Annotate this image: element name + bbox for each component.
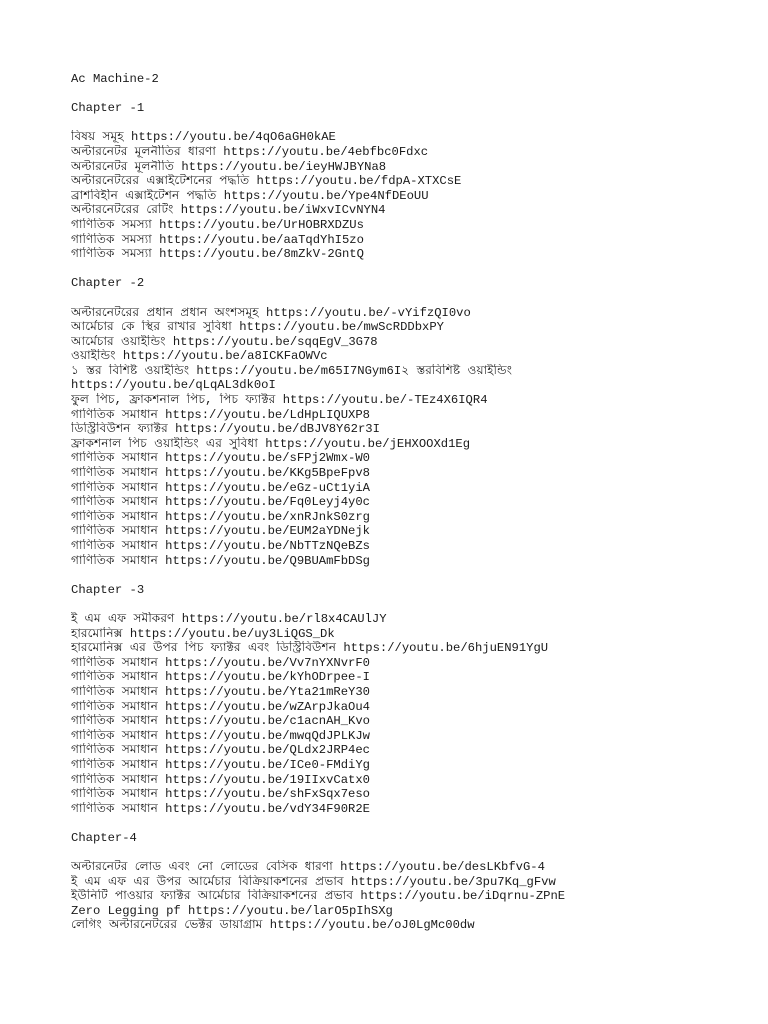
video-link[interactable]: https://youtu.be/Q9BUAmFbDSg — [165, 553, 370, 568]
chapter-section — [71, 831, 761, 933]
list-item — [71, 364, 761, 379]
video-link[interactable]: https://youtu.be/8mZkV-2GntQ — [159, 247, 364, 262]
topic-label: অল্টারনেটরের এক্সাইটেশনের পদ্ধতি — [71, 174, 250, 189]
video-link[interactable]: https://youtu.be/Vv7nYXNvrF0 — [165, 655, 370, 670]
topic-label: ডিস্ট্রিবিউশন ফ্যাক্টর — [71, 422, 168, 437]
list-item — [71, 904, 761, 919]
list-item — [71, 189, 761, 204]
list-item — [71, 378, 761, 393]
list-item — [71, 524, 761, 539]
list-item — [71, 481, 761, 496]
video-link[interactable]: https://youtu.be/desLKbfvG-4 — [340, 860, 545, 875]
topic-label: অল্টারনেটর মূলনীতি — [71, 159, 174, 174]
topic-label: হারমোনিক্স এর উপর পিচ ফ্যাক্টর এবং ডিস্ট্রিবিউশন — [71, 641, 336, 656]
list-item — [71, 656, 761, 671]
list-item — [71, 554, 761, 569]
topic-label: গাণিতিক সমাধান — [71, 539, 158, 553]
video-link[interactable]: https://youtu.be/m65I7NGym6I — [196, 363, 402, 378]
list-item — [71, 641, 761, 656]
topic-label: ফ্রাকশনাল পিচ ওয়াইন্ডিং এর সুবিধা — [71, 436, 258, 451]
list-item — [71, 451, 761, 466]
topic-label: গাণিতিক সমাধান — [71, 553, 158, 568]
video-link[interactable]: https://youtu.be/-TEz4X6IQR4 — [282, 393, 488, 408]
list-item — [71, 758, 761, 773]
video-link[interactable]: https://youtu.be/QLdx2JRP4ec — [165, 743, 370, 758]
list-item — [71, 160, 761, 175]
list-item — [71, 335, 761, 350]
video-link[interactable]: https://youtu.be/dBJV8Y62r3I — [175, 422, 380, 437]
video-link[interactable]: https://youtu.be/sFPj2Wmx-W0 — [165, 451, 370, 466]
video-link[interactable]: https://youtu.be/ICe0-FMdiYg — [165, 757, 370, 772]
chapter-heading: Chapter-4 — [71, 830, 137, 845]
topic-label: হারমোনিক্স — [71, 626, 123, 641]
list-item — [71, 466, 761, 481]
video-link[interactable]: https://youtu.be/Ype4NfDEoUU — [223, 188, 429, 203]
list-item — [71, 685, 761, 700]
video-link[interactable]: https://youtu.be/LdHpLIQUXP8 — [165, 407, 370, 422]
topic-label: ফুল পিচ, ফ্রাকশনাল পিচ, পিচ ফ্যাক্টর — [71, 393, 276, 408]
topic-label: গাণিতিক সমাধান — [71, 670, 158, 685]
topic-label: গাণিতিক সমাধান — [71, 524, 158, 539]
topic-label: ১ স্তর বিশিষ্ট ওয়াইন্ডিং — [71, 363, 190, 378]
video-link[interactable]: https://youtu.be/4ebfbc0Fdxc — [223, 144, 429, 159]
list-item — [71, 889, 761, 904]
topic-label: গাণিতিক সমাধান — [71, 772, 158, 787]
video-link[interactable]: https://youtu.be/rl8x4CAUlJY — [181, 611, 387, 626]
chapter-section — [71, 583, 761, 817]
topic-label: ওয়াইন্ডিং — [71, 349, 116, 364]
video-link[interactable]: https://youtu.be/19IIxvCatx0 — [165, 772, 370, 787]
list-item — [71, 773, 761, 788]
list-item — [71, 918, 761, 933]
video-link[interactable]: https://youtu.be/Yta21mReY30 — [165, 684, 370, 699]
topic-label: গাণিতিক সমাধান — [71, 728, 158, 743]
list-item — [71, 320, 761, 335]
chapter-heading: Chapter -2 — [71, 276, 145, 291]
topic-label: গাণিতিক সমাধান — [71, 801, 158, 816]
video-link[interactable]: https://youtu.be/mwScRDDbxPY — [239, 320, 444, 335]
topic-label-suffix: ২ স্তরবিশিষ্ট ওয়াইন্ডিং — [401, 363, 512, 378]
list-item — [71, 612, 761, 627]
topic-label: গাণিতিক সমাধান — [71, 480, 158, 495]
video-link[interactable]: https://youtu.be/ieyHWJBYNa8 — [181, 159, 387, 174]
list-item — [71, 349, 761, 364]
video-link[interactable]: https://youtu.be/sqqEgV_3G78 — [172, 334, 378, 349]
video-link[interactable]: https://youtu.be/kYhODrpee-I — [165, 670, 370, 685]
list-item — [71, 393, 761, 408]
topic-label: ইউনিটি পাওয়ার ফ্যাক্টর আর্মেচার বিক্রিয়াকশনের প্রভাব — [71, 889, 353, 904]
video-link[interactable]: https://youtu.be/oJ0LgMc00dw — [269, 918, 475, 933]
list-item — [71, 145, 761, 160]
list-item — [71, 495, 761, 510]
topic-label: গাণিতিক সমস্যা — [71, 232, 152, 247]
video-link[interactable]: https://youtu.be/4qO6aGH0kAE — [131, 130, 336, 145]
topic-label: অল্টারনেটর মূলনীতির ধারণা — [71, 144, 216, 159]
video-link[interactable]: https://youtu.be/-vYifzQI0vo — [266, 305, 471, 320]
list-item — [71, 627, 761, 642]
video-link[interactable]: https://youtu.be/aaTqdYhI5zo — [159, 232, 364, 247]
topic-label: গাণিতিক সমাধান — [71, 495, 158, 510]
video-link[interactable]: https://youtu.be/larO5pIhSXg — [188, 903, 393, 918]
video-link[interactable]: https://youtu.be/KKg5BpeFpv8 — [165, 466, 370, 481]
list-item — [71, 130, 761, 145]
video-link[interactable]: https://youtu.be/wZArpJkaOu4 — [165, 699, 370, 714]
topic-label: অল্টারনেটরের রেটিং — [71, 203, 174, 218]
video-link[interactable]: https://youtu.be/6hjuEN91YgU — [343, 641, 549, 656]
topic-label: গাণিতিক সমাধান — [71, 743, 158, 758]
video-link[interactable]: https://youtu.be/EUM2aYDNejk — [165, 524, 370, 539]
topic-label: ই এম এফ সমীকরণ — [71, 611, 175, 626]
topic-label: গাণিতিক সমাধান — [71, 451, 158, 466]
list-item — [71, 670, 761, 685]
topic-label: গাণিতিক সমাধান — [71, 714, 158, 729]
topic-label: Zero Legging pf — [71, 903, 181, 918]
video-link[interactable]: https://youtu.be/NbTTzNQeBZs — [165, 539, 370, 553]
list-item — [71, 802, 761, 817]
chapter-section — [71, 101, 761, 262]
list-item — [71, 700, 761, 715]
video-link[interactable]: https://youtu.be/shFxSqx7eso — [165, 787, 370, 802]
list-item — [71, 174, 761, 189]
topic-label: গাণিতিক সমাধান — [71, 509, 158, 524]
list-item — [71, 203, 761, 218]
list-item — [71, 787, 761, 802]
list-item — [71, 539, 761, 554]
topic-label: গাণিতিক সমাধান — [71, 787, 158, 802]
list-item — [71, 408, 761, 423]
list-item — [71, 875, 761, 890]
topic-label: গাণিতিক সমাধান — [71, 757, 158, 772]
list-item — [71, 247, 761, 262]
video-link[interactable]: https://youtu.be/uy3LiQGS_Dk — [129, 626, 335, 641]
topic-label: গাণিতিক সমাধান — [71, 466, 158, 481]
video-link[interactable]: https://youtu.be/a8ICKFaOWVc — [122, 349, 328, 364]
list-item — [71, 714, 761, 729]
chapter-section — [71, 276, 761, 568]
video-link[interactable]: https://youtu.be/xnRJnkS0zrg — [165, 509, 370, 524]
video-link[interactable]: https://youtu.be/eGz-uCt1yiA — [165, 480, 370, 495]
list-item — [71, 743, 761, 758]
topic-label: অল্টারনেটর লোড এবং নো লোডের বেসিক ধারণা — [71, 860, 333, 875]
video-link[interactable]: https://youtu.be/jEHXOOXd1Eg — [265, 436, 471, 451]
video-link[interactable]: https://youtu.be/iWxvICvNYN4 — [180, 203, 386, 218]
video-link[interactable]: https://youtu.be/c1acnAH_Kvo — [165, 714, 370, 729]
topic-label: গাণিতিক সমাধান — [71, 699, 158, 714]
topic-label: গাণিতিক সমস্যা — [71, 217, 152, 232]
list-item — [71, 510, 761, 525]
topic-label: বিষয় সমূহ — [71, 130, 124, 145]
topic-label: গাণিতিক সমাধান — [71, 655, 158, 670]
topic-label: ব্রাশবিহীন এক্সাইটেশন পদ্ধতি — [71, 188, 217, 203]
list-item — [71, 729, 761, 744]
video-link[interactable]: https://youtu.be/3pu7Kq_gFvw — [351, 874, 556, 889]
topic-label: ই এম এফ এর উপর আর্মেচার বিক্রিয়াকশনের প্রভাব — [71, 874, 344, 889]
video-link[interactable]: https://youtu.be/mwqQdJPLKJw — [165, 728, 370, 743]
video-link[interactable]: https://youtu.be/fdpA-XTXCsE — [256, 174, 462, 189]
list-item — [71, 233, 761, 248]
topic-label: আর্মেচার ওয়াইন্ডিং — [71, 334, 166, 349]
video-link[interactable]: https://youtu.be/UrHOBRXDZUs — [159, 217, 364, 232]
chapter-heading: Chapter -1 — [71, 101, 145, 116]
document-title: Ac Machine-2 — [71, 72, 159, 86]
list-item — [71, 306, 761, 321]
list-item — [71, 437, 761, 452]
list-item — [71, 860, 761, 875]
video-link[interactable]: https://youtu.be/qLqAL3dk0oI — [71, 378, 276, 393]
video-link[interactable]: https://youtu.be/vdY34F90R2E — [165, 801, 370, 816]
video-link[interactable]: https://youtu.be/iDqrnu-ZPnE — [360, 889, 566, 904]
topic-label: লেগিং অল্টারনেটরের ভেক্টর ডায়াগ্রাম — [71, 918, 263, 933]
chapter-heading: Chapter -3 — [71, 582, 145, 597]
topic-label: গাণিতিক সমাধান — [71, 684, 158, 699]
topic-label: গাণিতিক সমস্যা — [71, 247, 152, 262]
list-item — [71, 218, 761, 233]
video-link[interactable]: https://youtu.be/Fq0Leyj4y0c — [165, 495, 370, 510]
list-item — [71, 422, 761, 437]
topic-label: আর্মেচার কে স্থির রাখার সুবিধা — [71, 320, 232, 335]
topic-label: গাণিতিক সমাধান — [71, 407, 158, 422]
document-page — [71, 72, 761, 948]
topic-label: অল্টারনেটরের প্রধান প্রধান অংশসমূহ — [71, 305, 259, 320]
chapter-list — [71, 101, 761, 933]
